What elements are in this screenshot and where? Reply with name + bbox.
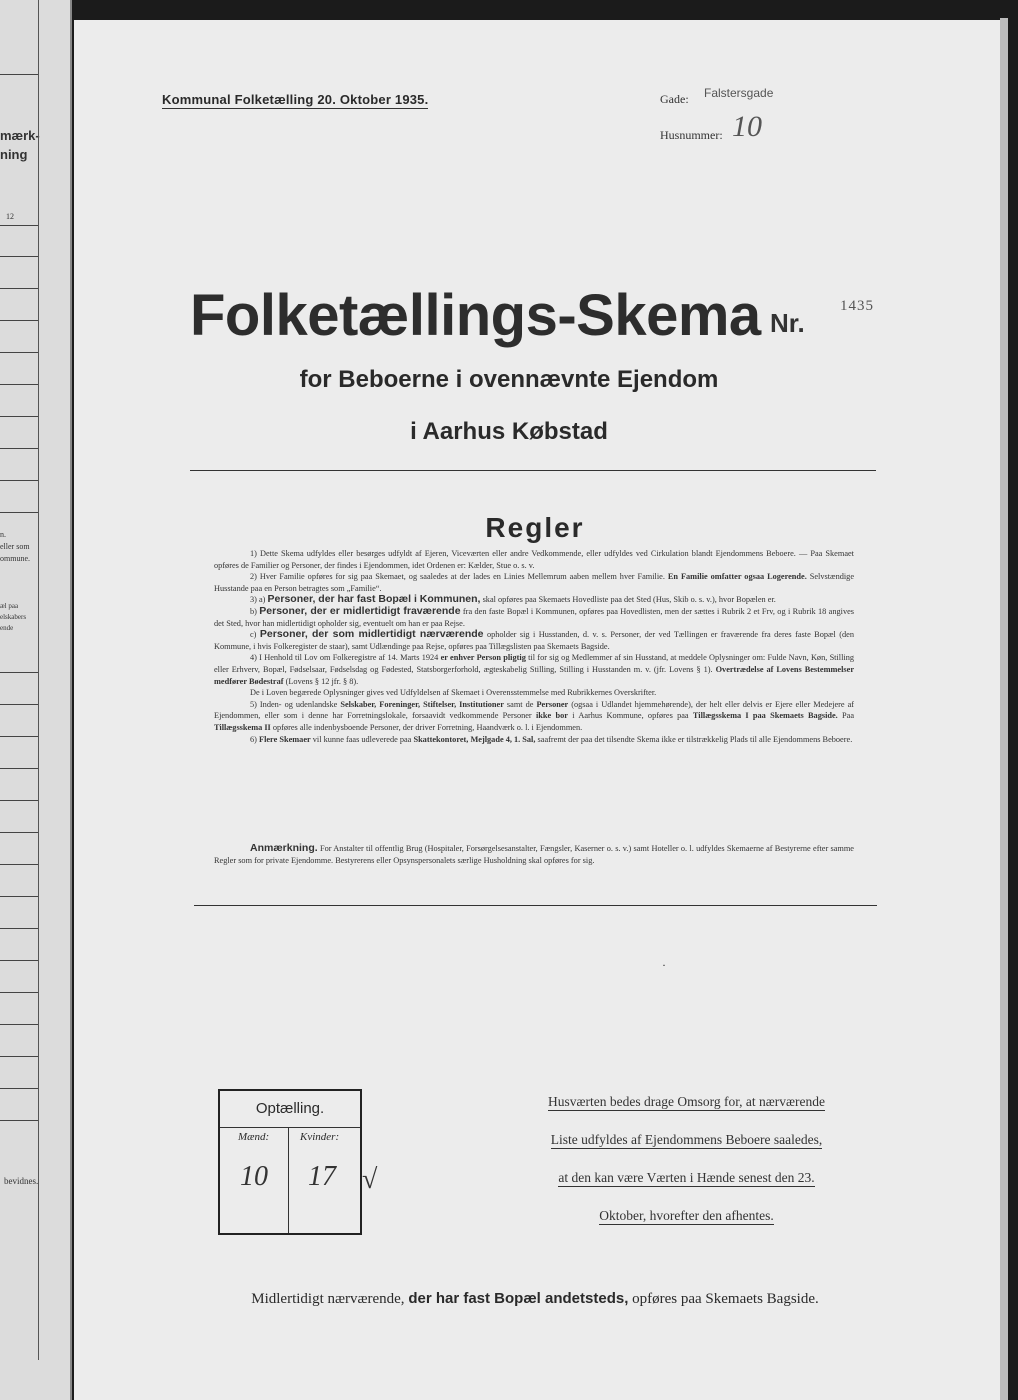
left-rule [0, 672, 38, 673]
count-box [218, 1089, 362, 1235]
count-box-divider [288, 1127, 289, 1233]
left-rule [0, 768, 38, 769]
left-rule [0, 480, 38, 481]
rule-3b: b) Personer, der er midlertidigt fraværende fra den faste Bopæl i Kommunen, opføres paa Hovedlisten, men der sættes i Rubrik 2 et Frv, og i Rubrik 18 angives det Sted, hvor han midlertidigt opholder sig, eventuelt om han er paa Rejse. [214, 604, 855, 628]
remark-text: Anmærkning. For Anstalter til offentlig Brug (Hospitaler, Forsørgelsesanstalter, Fængsler, Kaserner o. s. v.) samt Hoteller o. l. udfyldes Skemaerne af Bestyrerne efter samme Regler som for private Ejendomme. Bestyrerens eller Opsynspersonalets særlige Husholdning skal opføres for sig. [214, 842, 854, 865]
form-number-value: 1435 [840, 298, 874, 314]
notice-line: Oktober, hvorefter den afhentes. [599, 1208, 774, 1223]
men-count: 10 [240, 1161, 268, 1192]
left-fragment-text: æl paa [0, 602, 19, 610]
left-rule [0, 864, 38, 865]
form-subtitle: for Beboerne i ovennævnte Ejendom [299, 366, 719, 393]
left-rule [0, 320, 38, 321]
left-fragment-text: n. [0, 530, 6, 539]
remark-label: Anmærkning. [250, 842, 318, 854]
left-rule [0, 1024, 38, 1025]
left-rule [0, 256, 38, 257]
left-rule [0, 1056, 38, 1057]
left-adjacent-sheet [0, 0, 72, 1400]
rule-1: 1) Dette Skema udfyldes eller besørges udfyldt af Ejeren, Viceværten eller andre Vedkommende, eller udfyldes ved Cirkulation blandt Ejendommens Beboere. — Paa Skemaet opføres de Familier og Personer, der findes i Ejendommen, idet Ordenen er: Kælder, Stue o. s. v. [214, 549, 854, 570]
form-subtitle-city: i Aarhus Købstad [410, 418, 608, 445]
landlord-notice [504, 1094, 869, 1246]
left-rule [0, 225, 38, 226]
rule-6: 6) Flere Skemaer vil kunne faas udleverede paa Skattekontoret, Mejlgade 4, 1. Sal, saafremt der paa det tilsendte Skema ikke er tilstrækkelig Plads til alle Ejendommens Beboere. [250, 734, 853, 744]
left-fragment-text: ende [0, 624, 14, 632]
street-label: Gade: [660, 92, 689, 106]
left-fragment-text: ommune. [0, 554, 30, 563]
left-rule [0, 416, 38, 417]
street-value: Falstersgade [704, 86, 774, 100]
rules-heading: Regler [485, 512, 585, 543]
left-rule [0, 928, 38, 929]
left-rule [0, 704, 38, 705]
left-fragment-text: mærk- [0, 128, 40, 143]
rule-4: 4) I Henhold til Lov om Folkeregistre af 14. Marts 1924 er enhver Person pligtig til for sig og Medlemmer af sin Husstand, at meddele Oplysninger om: Fulde Navn, Køn, Stilling eller Erhverv, Bopæl, Fødselsaar, Fødselsdag og Fødested, Statsborgerforhold, ægteskabelig Stilling, Stilling i Husstanden m. v. (jfr. Lovens § 1). Overtrædelse af Lovens Bestemmelser medfører Bødestraf (Lovens § 12 jfr. § 8). [214, 653, 855, 686]
form-number-label: Nr. [770, 308, 805, 338]
page-edge [1000, 18, 1008, 1400]
left-vertical-rule [38, 0, 39, 1360]
left-rule [0, 74, 38, 75]
rule-4-cont: De i Loven begærede Oplysninger gives ved Udfyldelsen af Skemaet i Overensstemmelse med Rubrikkernes Overskrifter. [250, 688, 657, 698]
notice-line: Liste udfyldes af Ejendommens Beboere saaledes, [550, 1132, 823, 1147]
left-fragment-text: ning [0, 147, 28, 162]
form-title: Folketællings-Skema [190, 283, 761, 348]
left-rule [0, 896, 38, 897]
left-fragment-text: bevidnes. [4, 1176, 39, 1186]
left-rule [0, 288, 38, 289]
house-number-label: Husnummer: [660, 128, 723, 142]
left-rule [0, 1120, 38, 1121]
notice-line: at den kan være Værten i Hænde senest den 23. [558, 1170, 815, 1185]
left-fragment-text: elskabers [0, 613, 27, 621]
rule-2: 2) Hver Familie opføres for sig paa Skemaet, og saaledes at der lades en Linies Mellemrum aaben mellem hver Familie. En Familie omfatter ogsaa Logerende. Selvstændige Husstande paa en Person betragtes som „Familie“. [214, 572, 855, 593]
check-mark: √ [362, 1164, 378, 1195]
divider [194, 905, 877, 906]
rule-3c: c) Personer, der som midlertidigt nærværende opholder sig i Husstanden, d. v. s. Personer, der ved Tællingen er fraværende fra deres faste Bopæl (den Kommune, i hvis Folkeregister de staar), samt Udlændinge paa Rejse, opføres paa Tillægslisten paa Skemaets Bagside. [214, 628, 855, 651]
rule-3a: 3) a) Personer, der har fast Bopæl i Kommunen, skal opføres paa Skemaets Hovedliste paa det Sted (Hus, Skib o. s. v.), hvor Bopælen er. [250, 593, 776, 606]
left-rule [0, 1088, 38, 1089]
men-label: Mænd: [238, 1131, 270, 1143]
footer-note: Midlertidigt nærværende, der har fast Bopæl andetsteds, opføres paa Skemaets Bagside. [251, 1290, 819, 1307]
left-rule [0, 832, 38, 833]
left-rule [0, 960, 38, 961]
left-rule [0, 352, 38, 353]
left-rule [0, 800, 38, 801]
women-label: Kvinder: [300, 1131, 340, 1143]
women-count: 17 [308, 1161, 336, 1192]
census-title: Kommunal Folketælling 20. Oktober 1935. [162, 92, 429, 107]
left-fragment-text: 12 [6, 212, 14, 221]
ink-dot: · [662, 958, 666, 972]
count-box-title: Optælling. [220, 1091, 360, 1128]
divider [190, 470, 876, 471]
notice-line: Husværten bedes drage Omsorg for, at nærværende [547, 1094, 826, 1109]
left-rule [0, 448, 38, 449]
left-rule [0, 736, 38, 737]
left-fragment-text: eller som [0, 542, 30, 551]
rule-5: 5) Inden- og udenlandske Selskaber, Foreninger, Stiftelser, Institutioner samt de Personer (ogsaa i Udlandet hjemmehørende), der helt eller delvis er Ejere eller Medejere af Ejendommen, eller som i denne har Forretningslokale, forsaavidt vedkommende Personer ikke bor i Aarhus Kommune, opføres paa Tillægsskema I paa Skemaets Bagside. Paa Tillægsskema II opføres alle indenbysboende Personer, der driver Forretning, Haandværk o. l. i Ejendommen. [214, 699, 855, 732]
rules-text [214, 548, 854, 745]
left-rule [0, 992, 38, 993]
house-number-value: 10 [732, 110, 762, 143]
